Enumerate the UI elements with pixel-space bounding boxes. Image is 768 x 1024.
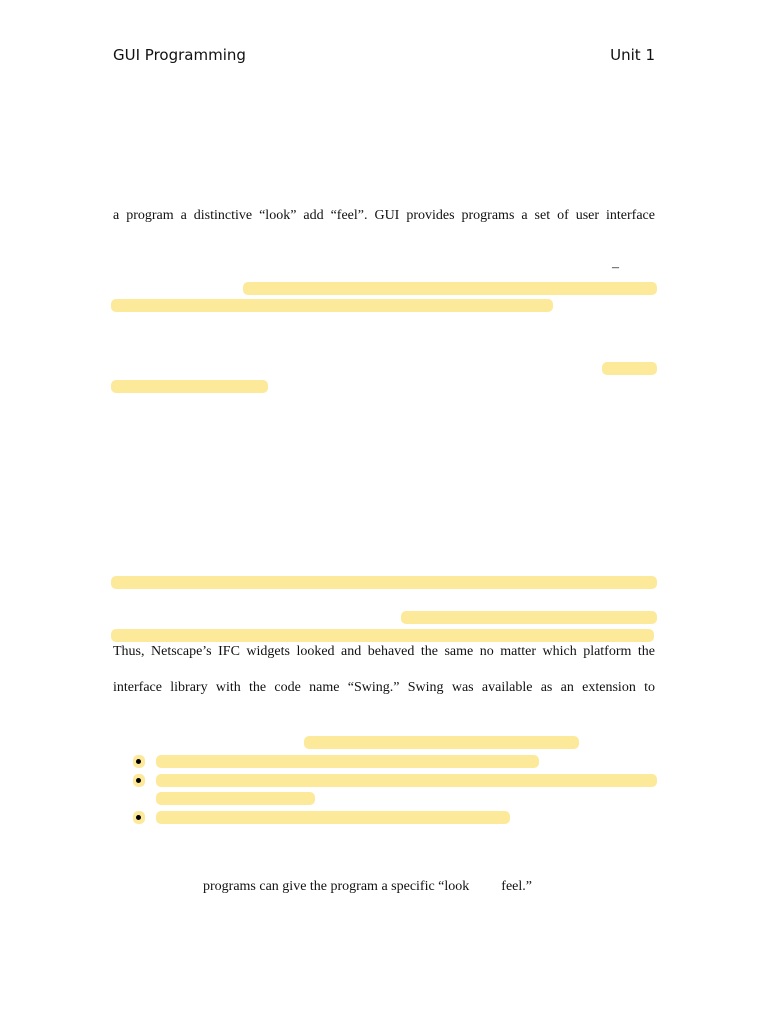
redacted-list-item [156,811,510,824]
redacted-list-item [156,792,315,805]
header-title: GUI Programming [113,46,246,64]
header-unit: Unit 1 [610,46,655,64]
redacted-text-bar [111,629,654,642]
redacted-text-bar [304,736,579,749]
dash-mark: – [612,260,619,275]
paragraph-line-3: interface library with the code name “Swing.” Swing was available as an extension to [113,680,655,695]
redacted-list-item [156,774,657,787]
bullet-icon [136,815,141,820]
redacted-text-bar [111,576,657,589]
closing-line [203,879,532,895]
paragraph-line-2: Thus, Netscape’s IFC widgets looked and behaved the same no matter which platform the [113,644,655,659]
redacted-text-bar [111,299,553,312]
bullet-icon [136,778,141,783]
bullet-icon [136,759,141,764]
redacted-text-bar [111,380,268,393]
redacted-text-bar [243,282,657,295]
redacted-text-bar [602,362,657,375]
closing-line-part-1: programs can give the program a specific “look [203,879,470,894]
redacted-text-bar [401,611,657,624]
redacted-list-item [156,755,539,768]
closing-line-part-2: feel.” [501,879,532,894]
paragraph-line-1: a program a distinctive “look” add “feel”. GUI provides programs a set of user interface [113,208,655,223]
